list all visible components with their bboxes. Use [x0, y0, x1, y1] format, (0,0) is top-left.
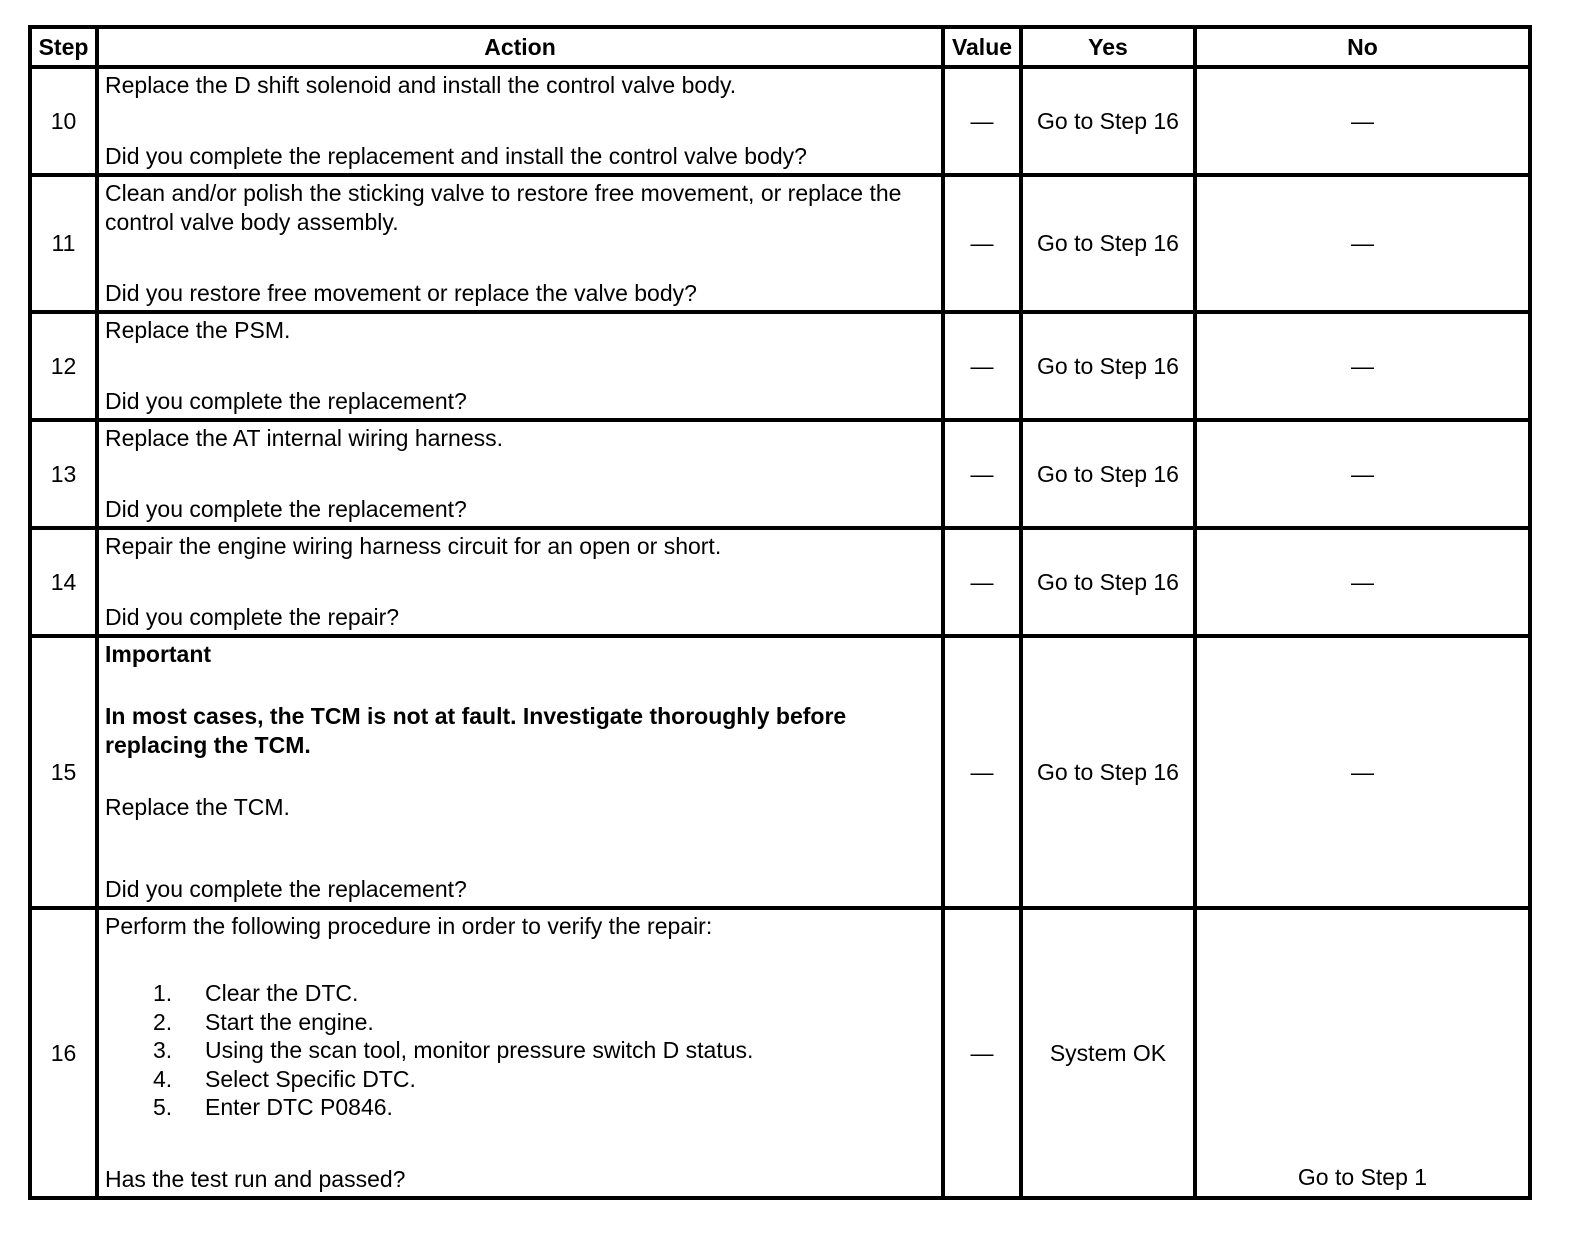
no-cell: Go to Step 1: [1195, 908, 1530, 1198]
action-cell: [97, 636, 943, 908]
list-item: 5. Enter DTC P0846.: [153, 1094, 393, 1120]
list-item: 4. Select Specific DTC.: [153, 1065, 416, 1092]
no-cell: —: [1195, 175, 1530, 312]
header-yes: Yes: [1021, 27, 1195, 67]
yes-cell: Go to Step 16: [1021, 420, 1195, 528]
yes-cell: Go to Step 16: [1021, 528, 1195, 636]
action-question: Did you complete the replacement?: [105, 496, 467, 522]
list-item: 1. Clear the DTC.: [153, 980, 359, 1006]
header-step: Step: [30, 27, 97, 67]
table-row: [30, 312, 1530, 420]
header-action: Action: [97, 27, 943, 67]
action-text: Perform the following procedure in order to verify the repair:: [105, 913, 713, 939]
table-row: [30, 67, 1530, 175]
action-text: Clean and/or polish the sticking valve to restore free movement, or replace the control valve body assembly.: [105, 180, 902, 235]
action-question: Did you complete the replacement?: [105, 876, 467, 902]
action-question: Did you complete the replacement and install the control valve body?: [105, 143, 807, 169]
step-number: 11: [30, 175, 97, 312]
yes-cell: Go to Step 16: [1021, 312, 1195, 420]
value-cell: —: [943, 312, 1021, 420]
yes-cell: Go to Step 16: [1021, 175, 1195, 312]
action-cell: [97, 528, 943, 636]
value-cell: —: [943, 67, 1021, 175]
action-text: Replace the D shift solenoid and install the control valve body.: [105, 72, 737, 98]
no-cell: —: [1195, 420, 1530, 528]
step-number: 15: [30, 636, 97, 908]
action-cell: [97, 312, 943, 420]
value-cell: —: [943, 636, 1021, 908]
header-row: [30, 27, 1530, 67]
diagnostic-table: [28, 25, 1532, 1200]
step-number: 12: [30, 312, 97, 420]
action-text: Replace the PSM.: [105, 317, 291, 343]
table-row: [30, 636, 1530, 908]
list-item: 3. Using the scan tool, monitor pressure switch D status.: [153, 1037, 754, 1063]
table-row: [30, 908, 1530, 1198]
no-cell: —: [1195, 312, 1530, 420]
value-cell: —: [943, 175, 1021, 312]
yes-cell: System OK: [1021, 908, 1195, 1198]
action-question: Did you complete the repair?: [105, 604, 400, 630]
step-number: 10: [30, 67, 97, 175]
no-cell: —: [1195, 528, 1530, 636]
action-cell: [97, 67, 943, 175]
yes-cell: Go to Step 16: [1021, 67, 1195, 175]
action-question: Did you complete the replacement?: [105, 388, 467, 414]
table-row: [30, 528, 1530, 636]
table-row: [30, 420, 1530, 528]
important-label: Important: [105, 641, 212, 667]
step-number: 16: [30, 908, 97, 1198]
action-question: Has the test run and passed?: [105, 1166, 406, 1192]
action-cell: [97, 908, 943, 1198]
value-cell: —: [943, 908, 1021, 1198]
action-text: Replace the TCM.: [105, 794, 290, 820]
no-cell: —: [1195, 67, 1530, 175]
action-text: Repair the engine wiring harness circuit for an open or short.: [105, 533, 722, 559]
header-no: No: [1195, 27, 1530, 67]
value-cell: —: [943, 420, 1021, 528]
value-cell: —: [943, 528, 1021, 636]
step-number: 14: [30, 528, 97, 636]
action-cell: [97, 420, 943, 528]
table-row: [30, 175, 1530, 312]
action-cell: [97, 175, 943, 312]
no-cell: —: [1195, 636, 1530, 908]
action-text: Replace the AT internal wiring harness.: [105, 425, 504, 451]
header-value: Value: [943, 27, 1021, 67]
action-question: Did you restore free movement or replace the valve body?: [105, 280, 697, 306]
step-number: 13: [30, 420, 97, 528]
procedure-list: [105, 979, 935, 1122]
yes-cell: Go to Step 16: [1021, 636, 1195, 908]
important-note: In most cases, the TCM is not at fault. Investigate thoroughly before replacing the TCM.: [105, 703, 847, 758]
list-item: 2. Start the engine.: [153, 1008, 374, 1035]
